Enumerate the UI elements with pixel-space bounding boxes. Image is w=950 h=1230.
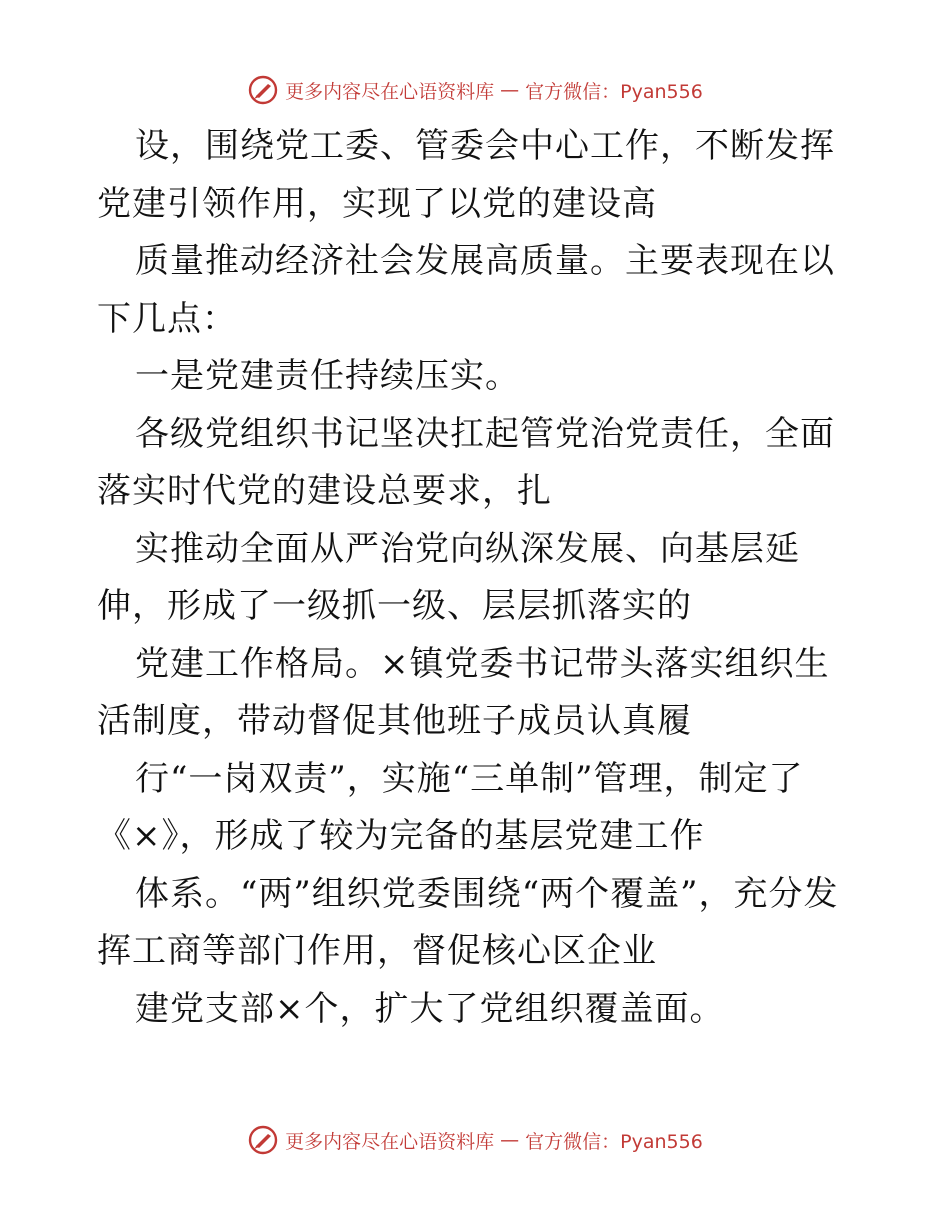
- paragraph: 各级党组织书记坚决扛起管党治党责任，全面落实时代党的建设总要求，扎: [97, 413, 835, 511]
- paragraph: 一是党建责任持续压实。: [135, 356, 520, 396]
- footer-wechat: 官方微信：Pyan556: [525, 1130, 703, 1153]
- header-separator: —: [500, 79, 520, 101]
- paragraph: 行“一岗双责”，实施“三单制”管理，制定了《×》，形成了较为完备的基层党建工作: [97, 758, 804, 856]
- footer-banner: [0, 1120, 950, 1160]
- header-text: 更多内容尽在心语资料库: [285, 80, 495, 103]
- paragraph: 质量推动经济社会发展高质量。主要表现在以下几点：: [97, 241, 835, 339]
- paragraph: 体系。“两”组织党委围绕“两个覆盖”，充分发挥工商等部门作用，督促核心区企业: [97, 873, 839, 971]
- footer-separator: —: [500, 1129, 520, 1151]
- header-wechat: 官方微信：Pyan556: [525, 80, 703, 103]
- quill-circle-icon: [247, 74, 279, 106]
- document-body: [97, 118, 857, 1038]
- paragraph: 建党支部×个，扩大了党组织覆盖面。: [135, 988, 725, 1029]
- paragraph: 党建工作格局。×镇党委书记带头落实组织生活制度，带动督促其他班子成员认真履: [97, 643, 830, 741]
- footer-text: 更多内容尽在心语资料库: [285, 1130, 495, 1153]
- paragraph: 实推动全面从严治党向纵深发展、向基层延伸，形成了一级抓一级、层层抓落实的: [97, 528, 800, 626]
- header-banner: [0, 70, 950, 110]
- paragraph: 设，围绕党工委、管委会中心工作，不断发挥党建引领作用，实现了以党的建设高: [97, 126, 835, 224]
- quill-circle-icon: [247, 1124, 279, 1156]
